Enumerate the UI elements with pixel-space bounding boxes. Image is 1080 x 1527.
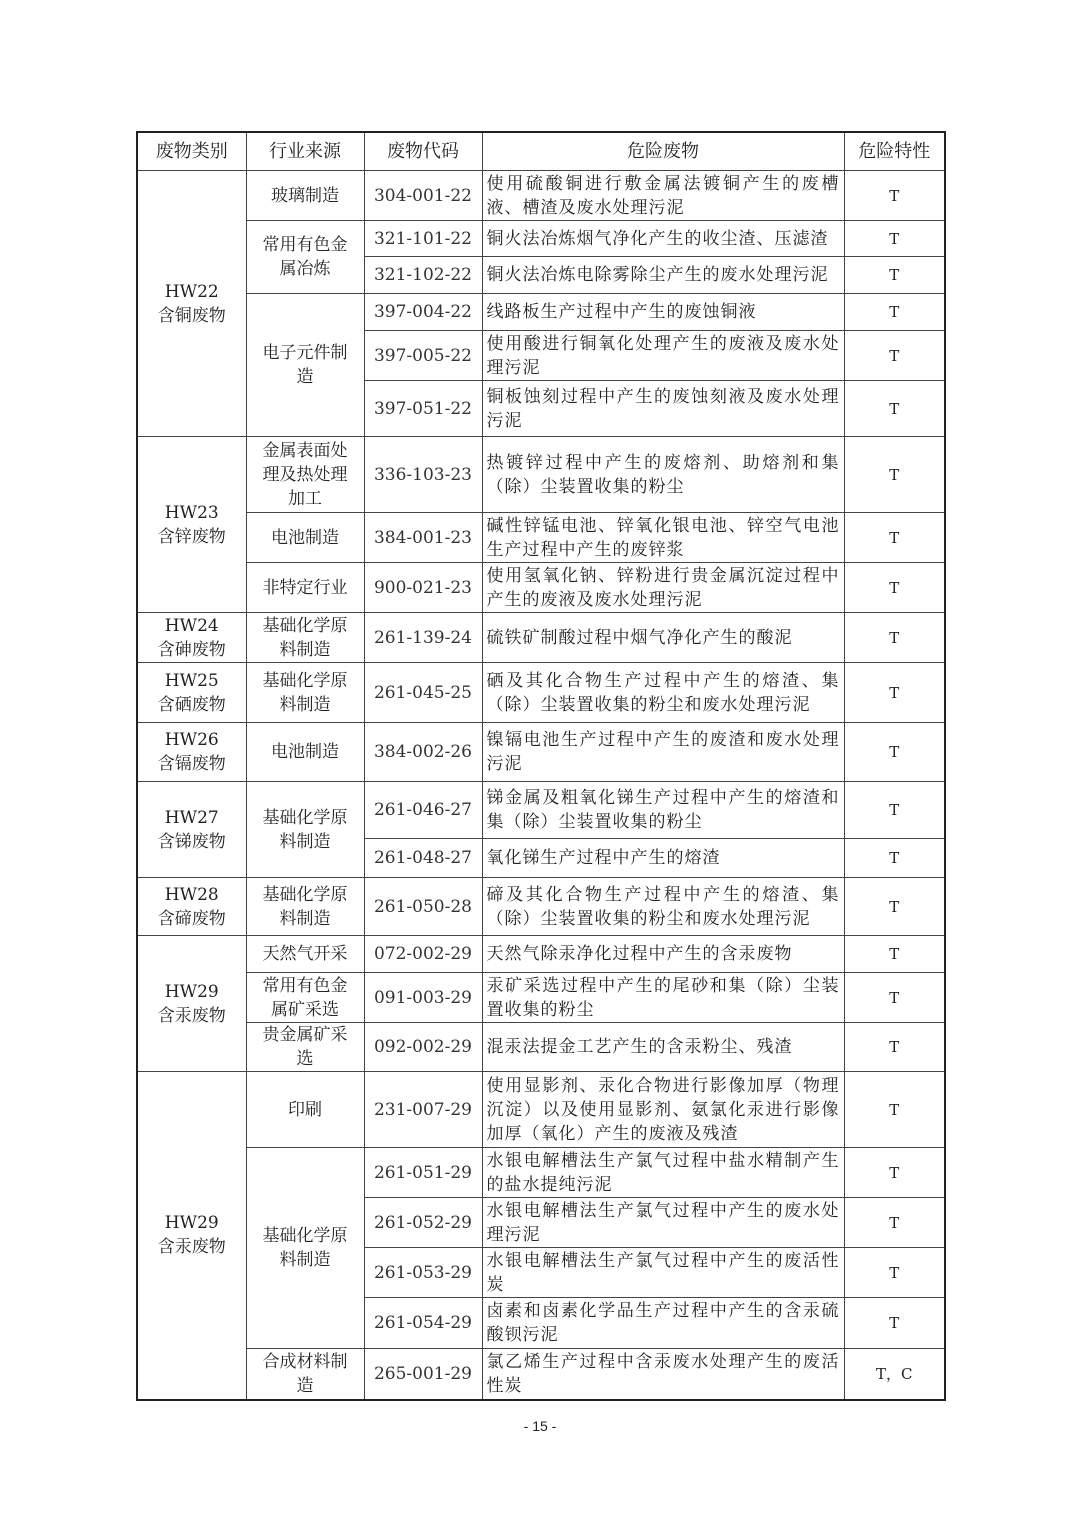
hazardous-waste-cell: 硫铁矿制酸过程中烟气净化产生的酸泥 (482, 613, 844, 663)
table-row (137, 1023, 945, 1072)
hazard-property-cell: T (844, 782, 945, 839)
hazardous-waste-table (136, 131, 946, 1401)
waste-code-cell: 231-007-29 (364, 1072, 482, 1148)
table-row (137, 294, 945, 331)
industry-source-cell: 基础化学原料制造 (246, 1148, 364, 1349)
waste-category-cell (137, 613, 246, 663)
category-code: HW27 (164, 807, 219, 828)
waste-category-cell (137, 437, 246, 613)
hazardous-waste-cell: 铜火法冶炼电除雾除尘产生的废水处理污泥 (482, 257, 844, 294)
waste-code-cell: 384-001-23 (364, 513, 482, 563)
industry-source-cell: 金属表面处理及热处理加工 (246, 437, 364, 513)
waste-code-cell: 261-045-25 (364, 663, 482, 723)
hazard-property-cell: T (844, 513, 945, 563)
industry-source-cell: 常用有色金属冶炼 (246, 221, 364, 294)
table-row (137, 723, 945, 782)
category-name: 含铜废物 (157, 305, 226, 326)
header-code: 废物代码 (364, 132, 482, 171)
table-row (137, 878, 945, 936)
hazard-property-cell: T (844, 839, 945, 878)
header-category: 废物类别 (137, 132, 246, 171)
waste-category-cell (137, 663, 246, 723)
category-code: HW25 (164, 670, 219, 691)
category-name: 含硒废物 (157, 694, 226, 715)
industry-source-cell: 基础化学原料制造 (246, 782, 364, 878)
hazardous-waste-cell: 使用氢氧化钠、锌粉进行贵金属沉淀过程中产生的废液及废水处理污泥 (482, 563, 844, 613)
hazard-property-cell: T (844, 973, 945, 1023)
category-name: 含锑废物 (157, 831, 226, 852)
hazardous-waste-cell: 热镀锌过程中产生的废熔剂、助熔剂和集（除）尘装置收集的粉尘 (482, 437, 844, 513)
header-hazard: 危险特性 (844, 132, 945, 171)
hazardous-waste-cell: 使用酸进行铜氧化处理产生的废液及废水处理污泥 (482, 331, 844, 381)
hazardous-waste-cell: 水银电解槽法生产氯气过程中盐水精制产生的盐水提纯污泥 (482, 1148, 844, 1198)
hazard-property-cell: T (844, 294, 945, 331)
industry-source-cell: 电池制造 (246, 513, 364, 563)
category-name: 含镉废物 (157, 754, 226, 774)
hazardous-waste-cell: 硒及其化合物生产过程中产生的熔渣、集（除）尘装置收集的粉尘和废水处理污泥 (482, 663, 844, 723)
waste-code-cell: 261-052-29 (364, 1198, 482, 1248)
industry-source-cell: 常用有色金属矿采选 (246, 973, 364, 1023)
hazardous-waste-cell: 水银电解槽法生产氯气过程中产生的废水处理污泥 (482, 1198, 844, 1248)
table-row (137, 513, 945, 563)
category-name: 含汞废物 (157, 1005, 226, 1026)
waste-category-cell (137, 723, 246, 782)
hazardous-waste-cell: 天然气除汞净化过程中产生的含汞废物 (482, 936, 844, 973)
waste-code-cell: 900-021-23 (364, 563, 482, 613)
hazard-property-cell: T (844, 723, 945, 782)
hazard-property-cell: T (844, 1248, 945, 1298)
category-name: 含汞废物 (157, 1237, 226, 1258)
table-row (137, 437, 945, 513)
hazardous-waste-cell: 氯乙烯生产过程中含汞废水处理产生的废活性炭 (482, 1349, 844, 1400)
table-row (137, 1072, 945, 1148)
hazard-property-cell: T (844, 936, 945, 973)
category-name: 含砷废物 (157, 639, 226, 660)
industry-source-cell: 合成材料制造 (246, 1349, 364, 1400)
header-industry: 行业来源 (246, 132, 364, 171)
waste-category-cell (137, 171, 246, 437)
hazard-property-cell: T (844, 437, 945, 513)
page-number: - 15 - (523, 1418, 557, 1434)
industry-source-cell: 非特定行业 (246, 563, 364, 613)
hazardous-waste-cell: 汞矿采选过程中产生的尾砂和集（除）尘装置收集的粉尘 (482, 973, 844, 1023)
hazard-property-cell: T (844, 563, 945, 613)
waste-code-cell: 397-004-22 (364, 294, 482, 331)
hazard-property-cell: T (844, 1298, 945, 1349)
waste-code-cell: 265-001-29 (364, 1349, 482, 1400)
hazardous-waste-cell: 碱性锌锰电池、锌氧化银电池、锌空气电池生产过程中产生的废锌浆 (482, 513, 844, 563)
hazard-property-cell: T (844, 1023, 945, 1072)
hazard-property-cell: T (844, 257, 945, 294)
hazard-property-cell: T (844, 663, 945, 723)
hazard-property-cell: T (844, 613, 945, 663)
waste-code-cell: 092-002-29 (364, 1023, 482, 1072)
hazardous-waste-cell: 碲及其化合物生产过程中产生的熔渣、集（除）尘装置收集的粉尘和废水处理污泥 (482, 878, 844, 936)
hazard-property-cell: T (844, 331, 945, 381)
category-code: HW29 (164, 981, 219, 1002)
table-row (137, 782, 945, 839)
waste-code-cell: 261-046-27 (364, 782, 482, 839)
industry-source-cell: 玻璃制造 (246, 171, 364, 221)
industry-source-cell: 电子元件制造 (246, 294, 364, 437)
hazardous-waste-cell: 混汞法提金工艺产生的含汞粉尘、残渣 (482, 1023, 844, 1072)
table-row (137, 936, 945, 973)
industry-source-cell: 基础化学原料制造 (246, 613, 364, 663)
header-waste: 危险废物 (482, 132, 844, 171)
waste-code-cell: 261-048-27 (364, 839, 482, 878)
waste-category-cell (137, 1072, 246, 1400)
waste-category-cell (137, 782, 246, 878)
table-row (137, 171, 945, 221)
waste-code-cell: 336-103-23 (364, 437, 482, 513)
hazardous-waste-cell: 卤素和卤素化学品生产过程中产生的含汞硫酸钡污泥 (482, 1298, 844, 1349)
hazardous-waste-cell: 使用显影剂、汞化合物进行影像加厚（物理沉淀）以及使用显影剂、氨氯化汞进行影像加厚（氧化）产生的废液及残渣 (482, 1072, 844, 1148)
industry-source-cell: 基础化学原料制造 (246, 663, 364, 723)
industry-source-cell: 天然气开采 (246, 936, 364, 973)
table-header-row (137, 132, 945, 171)
hazard-property-cell: T (844, 878, 945, 936)
industry-source-cell: 电池制造 (246, 723, 364, 782)
hazard-property-cell: T (844, 1148, 945, 1198)
waste-code-cell: 397-051-22 (364, 381, 482, 437)
category-code: HW29 (164, 1213, 219, 1234)
table-row (137, 1148, 945, 1198)
industry-source-cell: 贵金属矿采选 (246, 1023, 364, 1072)
hazard-property-cell: T (844, 1072, 945, 1148)
waste-category-cell (137, 936, 246, 1072)
table-row (137, 663, 945, 723)
category-code: HW26 (164, 730, 219, 750)
hazardous-waste-cell: 线路板生产过程中产生的废蚀铜液 (482, 294, 844, 331)
table-row (137, 1349, 945, 1400)
hazard-property-cell: T (844, 221, 945, 257)
hazardous-waste-cell: 镍镉电池生产过程中产生的废渣和废水处理污泥 (482, 723, 844, 782)
waste-code-cell: 304-001-22 (364, 171, 482, 221)
hazardous-waste-cell: 铜板蚀刻过程中产生的废蚀刻液及废水处理污泥 (482, 381, 844, 437)
table-row (137, 563, 945, 613)
industry-source-cell: 印刷 (246, 1072, 364, 1148)
hazard-property-cell: T (844, 381, 945, 437)
hazardous-waste-cell: 使用硫酸铜进行敷金属法镀铜产生的废槽液、槽渣及废水处理污泥 (482, 171, 844, 221)
category-code: HW23 (164, 502, 219, 523)
hazardous-waste-cell: 氧化锑生产过程中产生的熔渣 (482, 839, 844, 878)
hazard-property-cell: T (844, 171, 945, 221)
waste-code-cell: 261-050-28 (364, 878, 482, 936)
waste-code-cell: 261-053-29 (364, 1248, 482, 1298)
waste-code-cell: 321-101-22 (364, 221, 482, 257)
category-code: HW22 (164, 281, 219, 302)
waste-code-cell: 261-054-29 (364, 1298, 482, 1349)
waste-code-cell: 261-139-24 (364, 613, 482, 663)
table-row (137, 221, 945, 257)
category-name: 含锌废物 (157, 526, 226, 547)
waste-code-cell: 091-003-29 (364, 973, 482, 1023)
table-row (137, 613, 945, 663)
waste-code-cell: 261-051-29 (364, 1148, 482, 1198)
waste-code-cell: 072-002-29 (364, 936, 482, 973)
category-code: HW28 (164, 884, 219, 905)
table-row (137, 973, 945, 1023)
category-name: 含碲废物 (157, 908, 226, 929)
hazard-property-cell: T (844, 1198, 945, 1248)
waste-category-cell (137, 878, 246, 936)
waste-code-cell: 397-005-22 (364, 331, 482, 381)
category-code: HW24 (164, 615, 219, 636)
hazardous-waste-cell: 铜火法冶炼烟气净化产生的收尘渣、压滤渣 (482, 221, 844, 257)
waste-code-cell: 321-102-22 (364, 257, 482, 294)
hazard-property-cell: T，C (844, 1349, 945, 1400)
waste-code-cell: 384-002-26 (364, 723, 482, 782)
hazardous-waste-cell: 水银电解槽法生产氯气过程中产生的废活性炭 (482, 1248, 844, 1298)
industry-source-cell: 基础化学原料制造 (246, 878, 364, 936)
hazardous-waste-cell: 锑金属及粗氧化锑生产过程中产生的熔渣和集（除）尘装置收集的粉尘 (482, 782, 844, 839)
